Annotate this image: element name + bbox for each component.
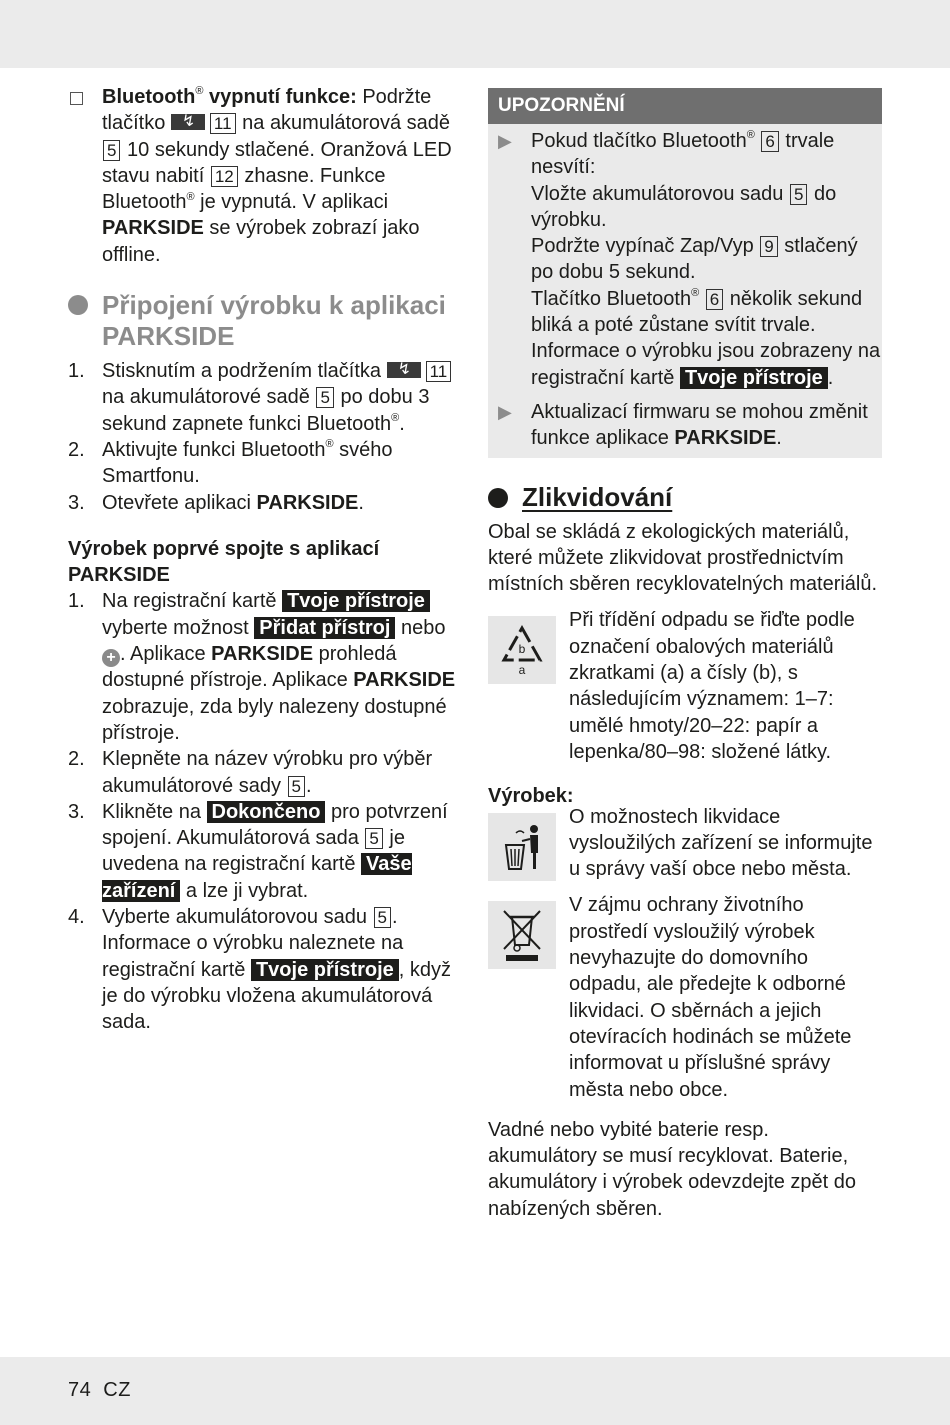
text: nebo	[395, 616, 446, 639]
text: zobrazuje, zda byly nalezeny dostupné přístroje.	[102, 695, 447, 744]
plus-circle-icon: +	[102, 649, 120, 667]
text: vyberte možnost	[102, 616, 255, 639]
text: .	[358, 491, 364, 514]
bottom-band	[0, 1357, 950, 1425]
text: .	[306, 774, 312, 797]
brand-text: PARKSIDE	[102, 217, 204, 240]
text: Podržte vypínač Zap/Vyp	[531, 235, 760, 258]
ref-number: 6	[761, 131, 778, 152]
text: se výrobek zobrazí jako offline.	[102, 217, 420, 266]
brand-text: PARKSIDE	[353, 669, 456, 692]
text: Klepněte na název výrobku pro výběr akumulátorové sady	[102, 748, 433, 797]
recycling-row	[488, 609, 882, 765]
top-band	[0, 0, 950, 68]
brand-text: PARKSIDE	[256, 491, 359, 514]
step-number: 4.	[68, 906, 85, 929]
text: .	[399, 412, 405, 435]
ref-number: 5	[365, 828, 382, 849]
ref-number: 6	[706, 289, 723, 310]
bullet-dot-icon	[488, 488, 508, 508]
step-number: 3.	[68, 800, 85, 823]
connect-steps	[68, 358, 468, 516]
list-item	[68, 746, 468, 799]
text: Vyberte akumulátorovou sadu	[102, 906, 373, 929]
text: Podržte tlačítko	[102, 86, 432, 135]
bluetooth-button-icon	[171, 114, 205, 130]
text: .	[776, 427, 782, 450]
weee-row	[488, 894, 882, 1102]
list-item	[68, 437, 468, 490]
battery-recycling-text: Vadné nebo vybité baterie resp. akumulátory se musí recyklovat. Baterie, akumulátory i výrobek odevzdejte zpět do nabízených sběren.	[488, 1118, 856, 1220]
text: Otevřete aplikaci	[102, 491, 257, 514]
product-row	[488, 805, 882, 883]
text: pro potvrzení spojení. Akumulátorová sada	[102, 800, 448, 850]
disposal-heading	[488, 482, 882, 515]
brand-text: PARKSIDE	[674, 427, 777, 450]
bt-off-title: Bluetooth	[102, 86, 196, 108]
warning-item	[488, 124, 882, 391]
text: prohledá dostupné přístroje. Aplikace	[102, 643, 397, 692]
step-number: 1.	[68, 360, 85, 383]
first-pairing-subheading: Výrobek poprvé spojte s aplikací PARKSIDE	[68, 537, 380, 587]
ui-label-highlight: Přidat přístroj	[254, 617, 395, 639]
text: Pokud tlačítko Bluetooth	[531, 130, 747, 152]
text: Tlačítko Bluetooth	[531, 287, 692, 310]
ref-number: 11	[210, 113, 236, 134]
weee-text: V zájmu ochrany životního prostředí vysloužilý výrobek nevyhazujte do domovního odpadu, ale předejte k odborné likvidaci. O sběrnách a jejich otevíracích hodinách se můžete informovat u příslušné správy města nebo obce.	[569, 894, 852, 1101]
triangle-bullet-icon: ▶	[498, 401, 512, 422]
recycling-text: Při třídění odpadu se řiďte podle označení obalových materiálů zkratkami (a) a čísly (b), s následujícím významem: 1–7: umělé hmoty/20–22: papír a lepenka/80–98: složené látky.	[569, 609, 855, 763]
step-number: 2.	[68, 438, 85, 461]
list-item	[68, 588, 468, 746]
ref-number: 5	[288, 776, 305, 797]
right-column	[488, 88, 882, 1222]
recycling-symbol-icon	[488, 616, 556, 684]
text: trvale nesvítí:	[531, 130, 835, 179]
text: Aktivujte funkci Bluetooth	[102, 438, 326, 461]
bluetooth-off-item	[68, 84, 468, 268]
text: . Informace o výrobku naleznete na registrační kartě	[102, 906, 404, 981]
registered-mark: ®	[746, 129, 755, 142]
registered-mark: ®	[325, 438, 334, 451]
ref-number: 5	[316, 387, 333, 408]
step-number: 3.	[68, 491, 85, 514]
text: a lze ji vybrat.	[180, 879, 309, 902]
warning-box	[488, 88, 882, 458]
ui-label-highlight: Tvoje přístroje	[251, 959, 399, 981]
text: několik sekund bliká a poté zůstane svítit trvale. Informace o výrobku jsou zobrazeny na registrační kartě	[531, 287, 881, 389]
warning-title: UPOZORNĚNÍ	[488, 88, 882, 124]
ref-number: 5	[790, 184, 807, 205]
ui-label-highlight: Tvoje přístroje	[680, 367, 828, 389]
step-number: 1.	[68, 590, 85, 613]
registered-mark: ®	[195, 85, 204, 98]
crossed-wheelie-bin-icon	[488, 901, 556, 969]
product-label: Výrobek:	[488, 785, 574, 808]
registered-mark: ®	[391, 412, 400, 425]
text: je vypnutá. V aplikaci	[194, 191, 389, 214]
text: na akumulátorové sadě	[102, 386, 316, 409]
ref-number: 12	[211, 166, 238, 187]
triangle-bullet-icon: ▶	[498, 131, 512, 151]
text: do výrobku.	[531, 182, 837, 231]
text: 10 sekundy stlačené. Oranžová LED stavu nabití	[102, 138, 452, 187]
ref-number: 5	[374, 907, 391, 928]
connect-heading	[68, 290, 468, 352]
text: Stisknutím a podržením tlačítka	[102, 360, 387, 383]
pairing-steps	[68, 588, 468, 1035]
recycle-code-a: a	[518, 663, 526, 678]
left-column	[68, 84, 468, 1036]
text: Vložte akumulátorovou sadu	[531, 182, 789, 205]
ui-label-highlight: Vaše zařízení	[102, 853, 412, 902]
disposal-paragraph: Obal se skládá z ekologických materiálů, které můžete zlikvidovat prostřednictvím místních sběren recyklovatelných materiálů.	[488, 520, 878, 596]
checkbox-bullet-icon	[70, 92, 83, 105]
ui-label-highlight: Dokončeno	[207, 801, 326, 823]
product-disposal-text: O možnostech likvidace vysloužilých zařízení se informujte u správy vaší obce nebo města.	[569, 805, 873, 881]
text: na akumulátorová sadě	[236, 112, 451, 135]
ui-label-highlight: Tvoje přístroje	[282, 590, 430, 612]
text: . Aplikace	[120, 643, 212, 666]
text: zhasne. Funkce Bluetooth	[102, 164, 386, 214]
ref-number: 5	[103, 140, 120, 161]
text: po dobu 3 sekund zapnete funkci Bluetooth	[102, 386, 430, 435]
page-number: 74	[68, 1379, 92, 1401]
text: Klikněte na	[102, 800, 207, 823]
list-item	[68, 799, 468, 904]
text: je uvedena na registrační kartě	[102, 827, 405, 876]
text: svého Smartfonu.	[102, 438, 393, 488]
warning-item	[488, 391, 882, 452]
trash-bin-person-icon	[488, 813, 556, 881]
bluetooth-button-icon	[387, 362, 421, 378]
text: Na registrační kartě	[102, 590, 283, 613]
ref-number: 9	[760, 236, 777, 257]
bullet-dot-icon	[68, 295, 88, 315]
ref-number: 11	[426, 361, 452, 382]
list-item	[68, 904, 468, 1035]
disposal-heading-text: Zlikvidování	[522, 481, 673, 512]
list-item	[68, 490, 468, 516]
list-item	[68, 358, 468, 437]
language-code: CZ	[103, 1379, 131, 1401]
text: .	[827, 366, 834, 389]
text: Aktualizací firmwaru se mohou změnit funkce aplikace	[531, 400, 868, 450]
registered-mark: ®	[186, 190, 195, 203]
text: stlačený po dobu 5 sekund.	[531, 235, 858, 284]
step-number: 2.	[68, 748, 85, 771]
brand-text: PARKSIDE	[211, 643, 314, 666]
recycle-code-b: b	[518, 642, 526, 657]
text: , když je do výrobku vložena akumulátorová sada.	[102, 958, 452, 1034]
page-footer	[68, 1379, 131, 1402]
bt-off-title-rest: vypnutí funkce:	[203, 86, 357, 108]
connect-heading-text: Připojení výrobku k aplikaci PARKSIDE	[102, 290, 446, 352]
registered-mark: ®	[691, 287, 700, 300]
